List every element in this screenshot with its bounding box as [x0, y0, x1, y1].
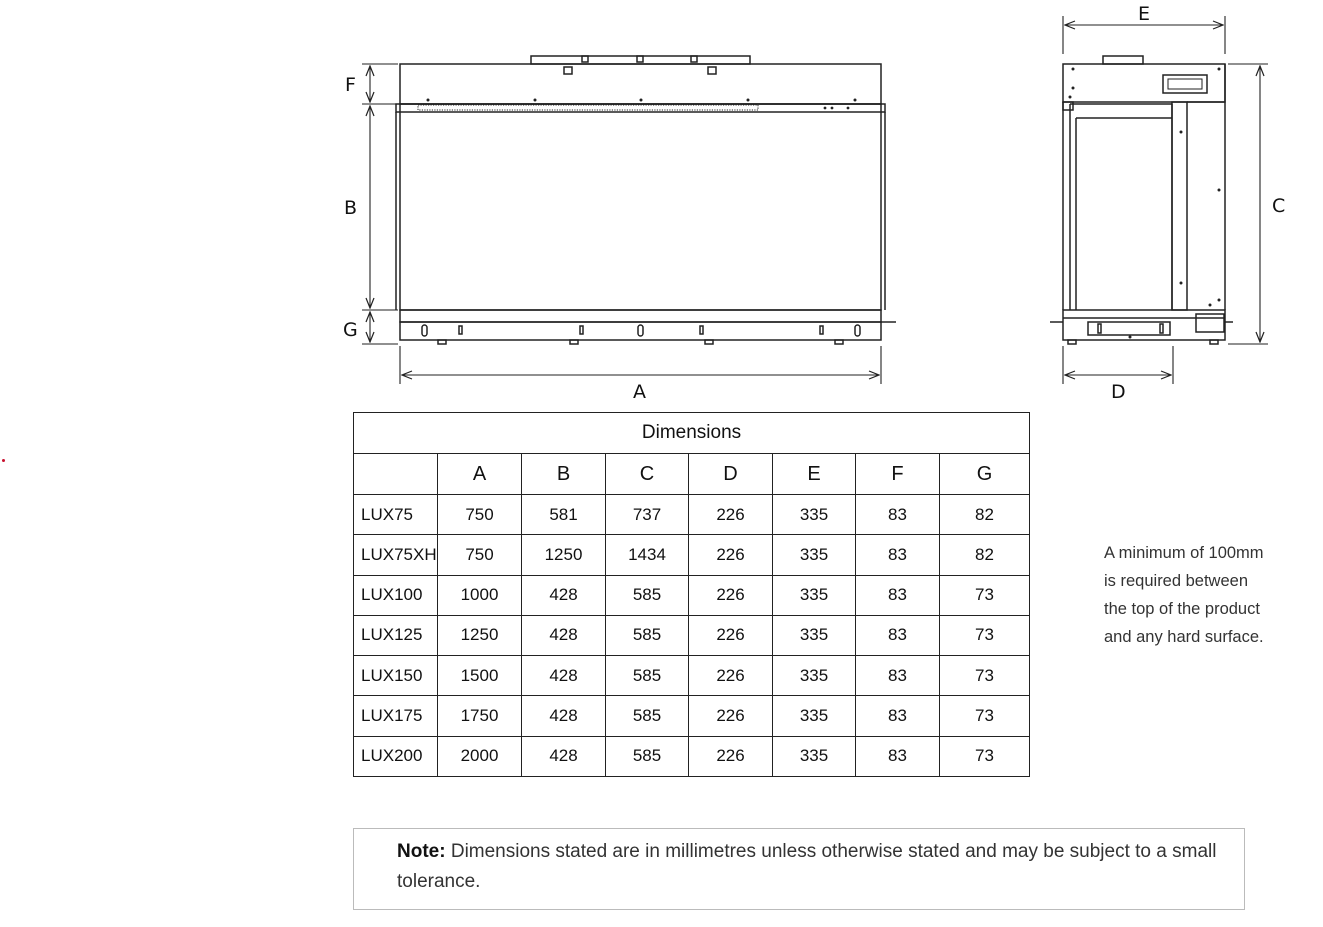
value-cell: 581 [522, 495, 606, 535]
clearance-note-line: the top of the product [1104, 600, 1260, 618]
table-title: Dimensions [354, 413, 1030, 454]
model-cell: LUX200 [354, 736, 438, 776]
value-cell: 83 [856, 535, 940, 575]
value-cell: 737 [606, 495, 689, 535]
value-cell: 585 [606, 736, 689, 776]
dim-label-a: A [633, 381, 646, 403]
value-cell: 83 [856, 615, 940, 655]
value-cell: 226 [689, 736, 773, 776]
value-cell: 1250 [438, 615, 522, 655]
clearance-note-line: is required between [1104, 572, 1249, 590]
clearance-note-line: A minimum of 100mm [1104, 544, 1264, 562]
note-text [397, 837, 1227, 897]
side-rear-panel [1172, 102, 1187, 310]
red-dot-mark [2, 459, 5, 462]
value-cell: 83 [856, 696, 940, 736]
value-cell: 83 [856, 495, 940, 535]
value-cell: 428 [522, 615, 606, 655]
side-top-bracket [1103, 56, 1143, 64]
value-cell: 335 [773, 656, 856, 696]
note-label: Note: [397, 841, 446, 862]
table-row [354, 535, 1030, 575]
dim-label-f: F [345, 74, 356, 96]
value-cell: 226 [689, 656, 773, 696]
side-dimension-lines [1063, 16, 1268, 384]
side-header [1063, 64, 1225, 102]
side-vent-box [1163, 75, 1207, 93]
front-view [396, 56, 896, 344]
front-glass-panel [400, 104, 881, 310]
value-cell: 335 [773, 736, 856, 776]
value-cell: 226 [689, 615, 773, 655]
value-cell: 585 [606, 656, 689, 696]
value-cell: 82 [940, 495, 1030, 535]
value-cell: 2000 [438, 736, 522, 776]
table-row [354, 696, 1030, 736]
value-cell: 73 [940, 736, 1030, 776]
table-row [354, 656, 1030, 696]
dim-label-b: B [344, 197, 358, 219]
value-cell: 428 [522, 575, 606, 615]
model-cell: LUX75XH [354, 535, 438, 575]
value-cell: 83 [856, 736, 940, 776]
table-header-model [354, 454, 438, 495]
value-cell: 1434 [606, 535, 689, 575]
clearance-note-line: and any hard surface. [1104, 628, 1264, 646]
value-cell: 585 [606, 696, 689, 736]
dimensions-table [353, 412, 1030, 777]
value-cell: 335 [773, 495, 856, 535]
table-row [354, 615, 1030, 655]
table-header-f: F [856, 454, 940, 495]
value-cell: 83 [856, 575, 940, 615]
value-cell: 1250 [522, 535, 606, 575]
front-base-rail [400, 310, 881, 322]
technical-drawing [0, 0, 1323, 410]
value-cell: 585 [606, 575, 689, 615]
value-cell: 1500 [438, 656, 522, 696]
model-cell: LUX75 [354, 495, 438, 535]
note-body: Dimensions stated are in millimetres unless otherwise stated and may be subject to a small tolerance. [397, 841, 1217, 892]
value-cell: 335 [773, 696, 856, 736]
value-cell: 73 [940, 575, 1030, 615]
table-header-b: B [522, 454, 606, 495]
value-cell: 226 [689, 575, 773, 615]
model-cell: LUX125 [354, 615, 438, 655]
front-top-bracket [531, 56, 750, 64]
table-header-d: D [689, 454, 773, 495]
table-header-e: E [773, 454, 856, 495]
side-screws [1069, 68, 1221, 339]
side-view [1050, 56, 1233, 344]
value-cell: 73 [940, 656, 1030, 696]
dim-label-d: D [1111, 381, 1126, 403]
value-cell: 226 [689, 696, 773, 736]
table-header-c: C [606, 454, 689, 495]
value-cell: 1750 [438, 696, 522, 736]
dim-label-g: G [343, 319, 358, 341]
value-cell: 1000 [438, 575, 522, 615]
value-cell: 428 [522, 656, 606, 696]
table-header-a: A [438, 454, 522, 495]
front-header [400, 64, 881, 104]
table-row [354, 495, 1030, 535]
clearance-note [1104, 539, 1304, 651]
value-cell: 428 [522, 696, 606, 736]
value-cell: 585 [606, 615, 689, 655]
model-cell: LUX175 [354, 696, 438, 736]
value-cell: 82 [940, 535, 1030, 575]
value-cell: 226 [689, 535, 773, 575]
table-header-g: G [940, 454, 1030, 495]
value-cell: 428 [522, 736, 606, 776]
value-cell: 335 [773, 575, 856, 615]
dim-label-c: C [1272, 195, 1286, 217]
table-row [354, 575, 1030, 615]
note-box [353, 828, 1245, 910]
value-cell: 335 [773, 535, 856, 575]
table-row [354, 736, 1030, 776]
dim-label-e: E [1138, 3, 1151, 25]
value-cell: 750 [438, 535, 522, 575]
value-cell: 83 [856, 656, 940, 696]
value-cell: 73 [940, 696, 1030, 736]
model-cell: LUX100 [354, 575, 438, 615]
model-cell: LUX150 [354, 656, 438, 696]
value-cell: 750 [438, 495, 522, 535]
value-cell: 226 [689, 495, 773, 535]
value-cell: 335 [773, 615, 856, 655]
value-cell: 73 [940, 615, 1030, 655]
